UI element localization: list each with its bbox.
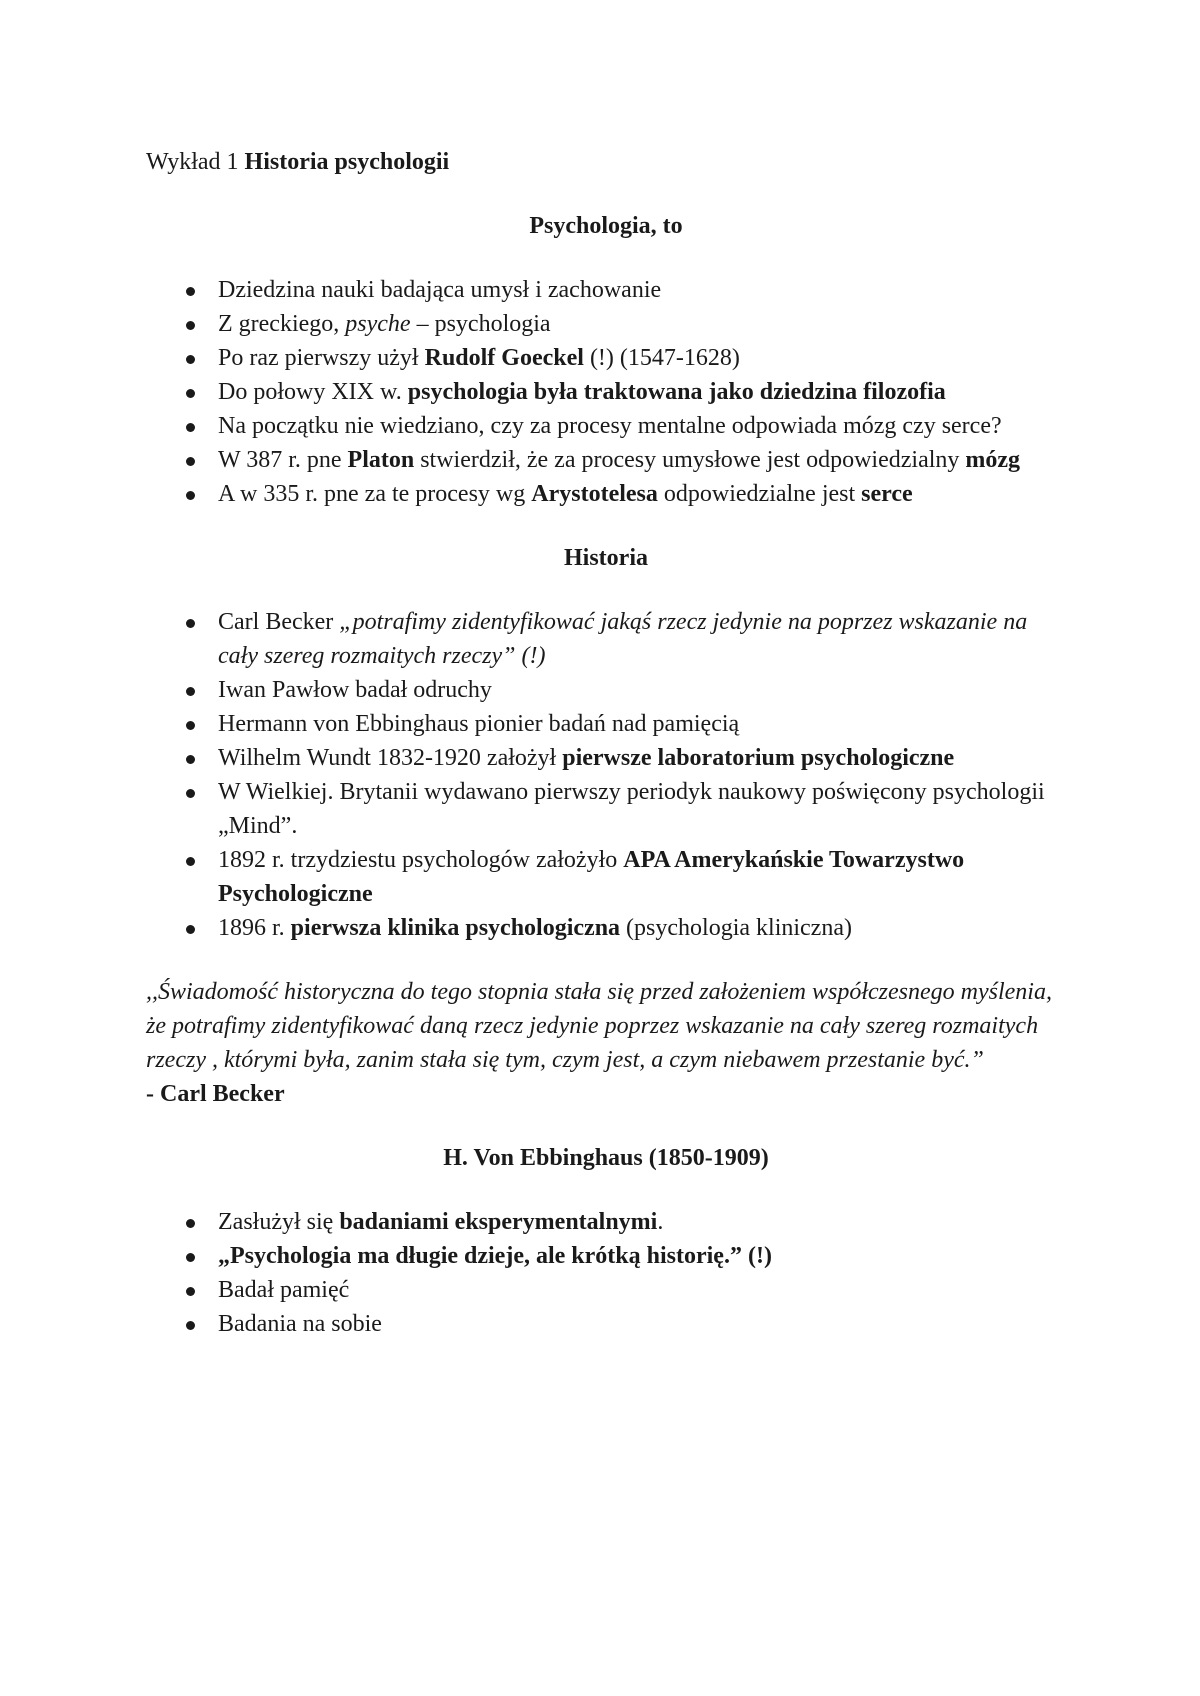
text-run: Rudolf Goeckel xyxy=(424,345,584,371)
bullet-dot-icon xyxy=(186,857,195,866)
text-run: Platon xyxy=(347,447,415,473)
text-run: Do połowy XIX w. xyxy=(218,379,408,405)
list-item-text xyxy=(218,741,1066,775)
text-run: Zasłużył się xyxy=(218,1209,340,1235)
text-run: odpowiedzialne jest xyxy=(657,481,862,507)
quote-text: ,,Świadomość historyczna do tego stopnia stała się przed założeniem współczesnego myślenia, że potrafimy zidentyfikować daną rzecz jedynie poprzez wskazanie na cały szereg rozmaitych rzeczy , którymi była, zanim stała się tym, czym jest, a czym niebawem przestanie być.” xyxy=(146,979,1052,1073)
text-run: „Psychologia ma długie dzieje, ale krótką historię.” (!) xyxy=(218,1243,772,1269)
list-item xyxy=(146,843,1066,911)
list-item xyxy=(146,673,1066,707)
text-run: Badał pamięć xyxy=(218,1277,350,1303)
text-run: Arystotelesa xyxy=(531,481,658,507)
bullet-dot-icon xyxy=(186,1321,195,1330)
list-item xyxy=(146,409,1066,443)
bullet-dot-icon xyxy=(186,423,195,432)
quote-author: - Carl Becker xyxy=(146,1081,285,1107)
text-run: serce xyxy=(861,481,913,507)
list-item xyxy=(146,1239,1066,1273)
text-run: W 387 r. pne xyxy=(218,447,348,473)
bullet-dot-icon xyxy=(186,355,195,364)
document-page xyxy=(146,145,1066,1371)
text-run: – psychologia xyxy=(410,311,551,337)
list-item-text xyxy=(218,911,1066,945)
list-item-text xyxy=(218,477,1066,511)
list-item-text xyxy=(218,1307,1066,1341)
text-run: (psychologia kliniczna) xyxy=(620,915,852,941)
list-item xyxy=(146,477,1066,511)
bullet-list xyxy=(146,1205,1066,1341)
bullet-list xyxy=(146,273,1066,511)
text-run: psychologia była traktowana jako dziedzina filozofia xyxy=(407,379,946,405)
bullet-dot-icon xyxy=(186,1253,195,1262)
bullet-dot-icon xyxy=(186,755,195,764)
list-item xyxy=(146,1205,1066,1239)
section-heading: Psychologia, to xyxy=(529,213,683,239)
list-item-text xyxy=(218,341,1066,375)
bullet-dot-icon xyxy=(186,1219,195,1228)
bullet-dot-icon xyxy=(186,491,195,500)
list-item xyxy=(146,605,1066,673)
text-run: 1896 r. xyxy=(218,915,291,941)
bullet-list xyxy=(146,605,1066,945)
text-run: Badania na sobie xyxy=(218,1311,382,1337)
bullet-dot-icon xyxy=(186,619,195,628)
text-run: Po raz pierwszy użył xyxy=(218,345,425,371)
list-item-text xyxy=(218,775,1066,843)
document-title xyxy=(146,145,1066,179)
text-run: Hermann von Ebbinghaus pionier badań nad pamięcią xyxy=(218,711,740,737)
bullet-dot-icon xyxy=(186,287,195,296)
bullet-dot-icon xyxy=(186,925,195,934)
text-run: Iwan Pawłow badał odruchy xyxy=(218,677,492,703)
text-run: 1892 r. trzydziestu psychologów założyło xyxy=(218,847,624,873)
title-bold: Historia psychologii xyxy=(244,149,450,175)
text-run: „potrafimy zidentyfikować jakąś rzecz jedynie na poprzez wskazanie na cały szereg rozmaitych rzeczy” (!) xyxy=(218,609,1028,669)
list-item xyxy=(146,341,1066,375)
bullet-dot-icon xyxy=(186,721,195,730)
text-run: Carl Becker xyxy=(218,609,340,635)
text-run: Wilhelm Wundt 1832-1920 założył xyxy=(218,745,563,771)
text-run: (!) (1547-1628) xyxy=(583,345,740,371)
bullet-dot-icon xyxy=(186,321,195,330)
text-run: stwierdził, że za procesy umysłowe jest odpowiedzialny xyxy=(414,447,966,473)
text-run: badaniami eksperymentalnymi xyxy=(339,1209,658,1235)
bullet-dot-icon xyxy=(186,457,195,466)
text-run: A w 335 r. pne za te procesy wg xyxy=(218,481,532,507)
list-item-text xyxy=(218,409,1066,443)
list-item xyxy=(146,1307,1066,1341)
text-run: . xyxy=(657,1209,664,1235)
list-item-text xyxy=(218,375,1066,409)
list-item-text xyxy=(218,1273,1066,1307)
list-item-text xyxy=(218,1205,1066,1239)
list-item-text xyxy=(218,307,1066,341)
section-heading: H. Von Ebbinghaus (1850-1909) xyxy=(443,1145,769,1171)
list-item xyxy=(146,775,1066,843)
list-item xyxy=(146,707,1066,741)
text-run: pierwsze laboratorium psychologiczne xyxy=(562,745,955,771)
text-run: pierwsza klinika psychologiczna xyxy=(290,915,621,941)
bullet-dot-icon xyxy=(186,789,195,798)
list-item-text xyxy=(218,605,1066,673)
text-run: Na początku nie wiedziano, czy za procesy mentalne odpowiada mózg czy serce? xyxy=(218,413,1002,439)
text-run: APA Amerykańskie Towarzystwo Psychologiczne xyxy=(218,847,965,907)
list-item xyxy=(146,741,1066,775)
list-item xyxy=(146,273,1066,307)
text-run: Z greckiego, xyxy=(218,311,346,337)
list-item-text xyxy=(218,673,1066,707)
list-item xyxy=(146,375,1066,409)
text-run: mózg xyxy=(965,447,1021,473)
section-heading: Historia xyxy=(564,545,648,571)
list-item-text xyxy=(218,273,1066,307)
list-item xyxy=(146,443,1066,477)
bullet-dot-icon xyxy=(186,389,195,398)
list-item-text xyxy=(218,843,1066,911)
list-item xyxy=(146,1273,1066,1307)
bullet-dot-icon xyxy=(186,1287,195,1296)
list-item xyxy=(146,911,1066,945)
title-prefix: Wykład 1 xyxy=(146,149,245,175)
text-run: Dziedzina nauki badająca umysł i zachowanie xyxy=(218,277,662,303)
quote-block xyxy=(146,975,1066,1111)
list-item xyxy=(146,307,1066,341)
text-run: psyche xyxy=(345,311,411,337)
list-item-text xyxy=(218,443,1066,477)
list-item-text xyxy=(218,1239,1066,1273)
text-run: W Wielkiej. Brytanii wydawano pierwszy periodyk naukowy poświęcony psychologii „Mind”. xyxy=(218,779,1045,839)
bullet-dot-icon xyxy=(186,687,195,696)
list-item-text xyxy=(218,707,1066,741)
